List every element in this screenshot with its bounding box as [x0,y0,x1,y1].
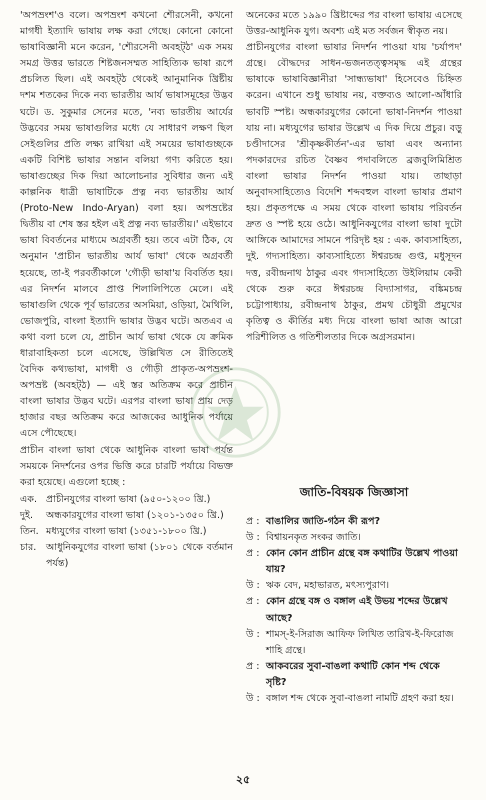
section-heading: জাতি-বিষয়ক জিজ্ঞাসা [299,485,409,499]
period-number: এক. [20,493,38,505]
question-marker: প্র : [246,548,260,560]
question-item [246,514,462,530]
paragraph: প্রাচীন বাংলা ভাষা থেকে আধুনিক বাংলা ভাষা পর্যন্ত সময়কে নিদর্শনের ওপর ভিত্তি করে চারটি পর্যায়ে বিভক্ত করা হয়েছে। এগুলো হচ্ছে : [20,444,233,488]
period-item [20,508,233,524]
period-item [20,492,233,508]
period-text: অন্ধকারযুগের বাংলা ভাষা (১২০১-১৩৫০ খ্রি.) [46,509,224,521]
question-item [246,546,462,578]
answer-text: বিশ্বায়নকৃত সংকর জাতি। [266,532,361,544]
period-number: দুই. [20,509,34,521]
answer-marker: উ : [246,580,260,592]
question-item [246,594,462,626]
page-number: ২৫ [235,773,251,786]
right-column [246,8,462,346]
question-item [246,659,462,691]
answer-item [246,530,462,546]
answer-text: ঋক বেদ, মহাভারত, মৎস্যপুরাণ। [266,580,390,592]
paragraph: 'অপভ্রংশ'ও বলে। অপভ্রংশ কখনো শৌরসেনী, কখনো মাগধী ইত্যাদি ভাষায় লক্ষ করা গেছে। কোনো কোনো ভাষাবিজ্ঞানী মনে করেন, 'শৌরসেনী অবহট্ঠ' এক সময় সমগ্র উত্তর ভারতে শিষ্টজনসম্মত সাহিত্যিক ভাষা রূপে প্রচলিত ছিল। এই অবহট্ঠ থেকেই আনুমানিক খ্রিষ্টীয় দশম শতকের দিকে নব্য ভারতীয় আর্য ভাষাসমূহের উদ্ভব ঘটে। ড. সুকুমার সেনের মতে, 'নব্য ভারতীয় আর্যের উদ্ভবের সময় ভাষাগুলির মধ্যে যে সাধারণ লক্ষণ ছিল সেইগুলির প্রতি লক্ষ্য রাখিয়া এই সময়ের ভাষাগুচ্ছকে একটি বিশিষ্ট ভাষার সন্তান বলিয়া গণ্য করিতে হয়। ভাষাগুচ্ছের দিক দিয়া আলোচনার সুবিধার জন্য এই কাল্পনিক ধাত্রী ভাষাটিকে প্রত্ন নব্য ভারতীয় আর্য (Proto-New Indo-Aryan) বলা হয়। অপভ্রষ্টের দ্বিতীয় বা শেষ স্তর হইল এই প্রত্ন নব্য ভারতীয়।' এইভাবে ভাষা বিবর্তনের মাধ্যমে অগ্রবর্তী হয়। তবে এটা ঠিক, যে অনুমান 'প্রাচীন ভারতীয় আর্য ভাষা' থেকে অগ্রবর্তী হয়েছে, তা-ই পরবর্তীকালে 'গৌড়ী ভাষা'য় বিবর্তিত হয়। এর নিদর্শন মালবে প্রাপ্ত শিলালিপিতে মেলে। এই ভাষাগুলি থেকে পূর্ব ভারতের অসমিয়া, ওড়িয়া, মৈথিলি, ভোজপুরি, বাংলা ইত্যাদি ভাষার উদ্ভব ঘটে। অতএব এ কথা বলা চলে যে, প্রাচীন আর্য ভাষা থেকে যে ক্রমিক ধারাবাহিকতা চলে এসেছে, উল্লিখিত সে রীতিতেই বৈদিক কথ্যভাষা, মাগধী ও গৌড়ী প্রাকৃত-অপভ্রংশ-অপভ্রষ্ট (অবহট্ঠ) — এই স্তর অতিক্রম করে প্রাচীন বাংলা ভাষার উদ্ভব ঘটে। এরপর বাংলা ভাষা প্রায় দেড় হাজার বছর অতিক্রম করে আজকের আধুনিক পর্যায়ে এসে পৌছেছে। [20,10,233,440]
answer-marker: উ : [246,693,260,705]
answer-item [246,578,462,594]
question-marker: প্র : [246,596,260,608]
question-marker: প্র : [246,660,260,672]
period-item [20,524,233,540]
answer-marker: উ : [246,628,260,640]
qa-list [246,514,462,707]
left-column [20,8,233,572]
paragraph: অনেকের মতে ১৯৯০ খ্রিষ্টাব্দের পর বাংলা ভাষায় এসেছে উত্তর-আধুনিক যুগ। অবশ্য এই মত সর্বজন স্বীকৃত নয়। [246,10,462,38]
period-text: মধ্যযুগের বাংলা ভাষা (১৩৫১-১৮০০ খ্রি.) [46,526,207,537]
answer-item [246,627,462,659]
answer-text: বঙ্গাল শব্দ থেকে সুবা-বাঙলা নামটি গ্রহণ করা হয়। [266,693,454,705]
question-marker: প্র : [246,516,260,527]
question-text: বাঙালির জাতি-গঠন কী রূপ? [266,516,381,527]
period-list [20,492,233,572]
paragraph: প্রাচীনযুগের বাংলা ভাষার নিদর্শন পাওয়া যায় 'চর্যাপদ' গ্রন্থে। বৌদ্ধদের সাধন-ভজনতত্ত্বসমৃদ্ধ এই গ্রন্থের ভাষাকে ভাষাবিজ্ঞানীরা 'সান্ধ্যভাষা' হিসেবেও চিহ্নিত করেন। এখানে শুধু ভাষায় নয়, বক্তব্যও আলো-আঁধারি ভাবটি স্পষ্ট। অন্ধকারযুগের কোনো ভাষা-নিদর্শন পাওয়া যায় না। মধ্যযুগের ভাষার উল্লেখ এ দিক দিয়ে প্রচুর। বড়ু চণ্ডীদাসের 'শ্রীকৃষ্ণকীর্তন'-এর ভাষা এবং অন্যান্য পদকারদের রচিত বৈষ্ণব পদাবলিতে ব্রজবুলিমিশ্রিত বাংলা ভাষার নিদর্শন পাওয়া যায়। তাছাড়া অনুবাদসাহিত্যেও বিদেশি শব্দবহুল বাংলা ভাষার প্রমাণ হয়। প্রকৃতপক্ষে এ সময় থেকে বাংলা ভাষায় পরিবর্তন দ্রুত ও স্পষ্ট হয়ে ওঠে। আধুনিকযুগের বাংলা ভাষা দুটো আঙ্গিকে আমাদের সামনে পরিদৃষ্ট হয় : এক. কাব্যসাহিত্য, দুই. গদ্যসাহিত্য। কাব্যসাহিত্যে ঈশ্বরচন্দ্র গুপ্ত, মধুসূদন দত্ত, রবীন্দ্রনাথ ঠাকুর এবং গদ্যসাহিত্যে উইলিয়াম কেরী থেকে শুরু করে ঈশ্বরচন্দ্র বিদ্যাসাগর, বঙ্কিমচন্দ্র চট্টোপাধ্যায়, রবীন্দ্রনাথ ঠাকুর, প্রমথ চৌধুরী প্রমুখের কৃতিত্ব ও কীর্তির মধ্য দিয়ে বাংলা ভাষা আজ আরো পরিশীলিত ও গতিশীলতার দিকে অগ্রসরমান। [246,42,462,343]
question-text: আকবরের সুবা-বাঙলা কথাটি কোন শব্দ থেকে সৃষ্টি? [266,660,440,688]
question-text: কোন কোন প্রাচীন গ্রন্থে বঙ্গ কথাটির উল্লেখ পাওয়া যায়? [266,548,458,576]
period-text: আধুনিকযুগের বাংলা ভাষা (১৮০১ থেকে বর্তমান পর্যন্ত) [46,542,233,570]
period-number: চার. [20,542,37,554]
answer-marker: উ : [246,532,260,544]
question-text: কোন গ্রন্থে বঙ্গ ও বঙ্গাল এই উভয় শব্দের উল্লেখ আছে? [266,596,448,624]
answer-text: শামস্-ই-সিরাজ আফিফ লিখিত তারিখ-ই-ফিরোজ শাহি গ্রন্থে। [266,628,454,656]
period-text: প্রাচীনযুগের বাংলা ভাষা (৯৫০-১২০০ খ্রি.) [46,493,211,505]
answer-item [246,691,462,707]
period-number: তিন. [20,526,39,537]
period-item [20,540,233,572]
